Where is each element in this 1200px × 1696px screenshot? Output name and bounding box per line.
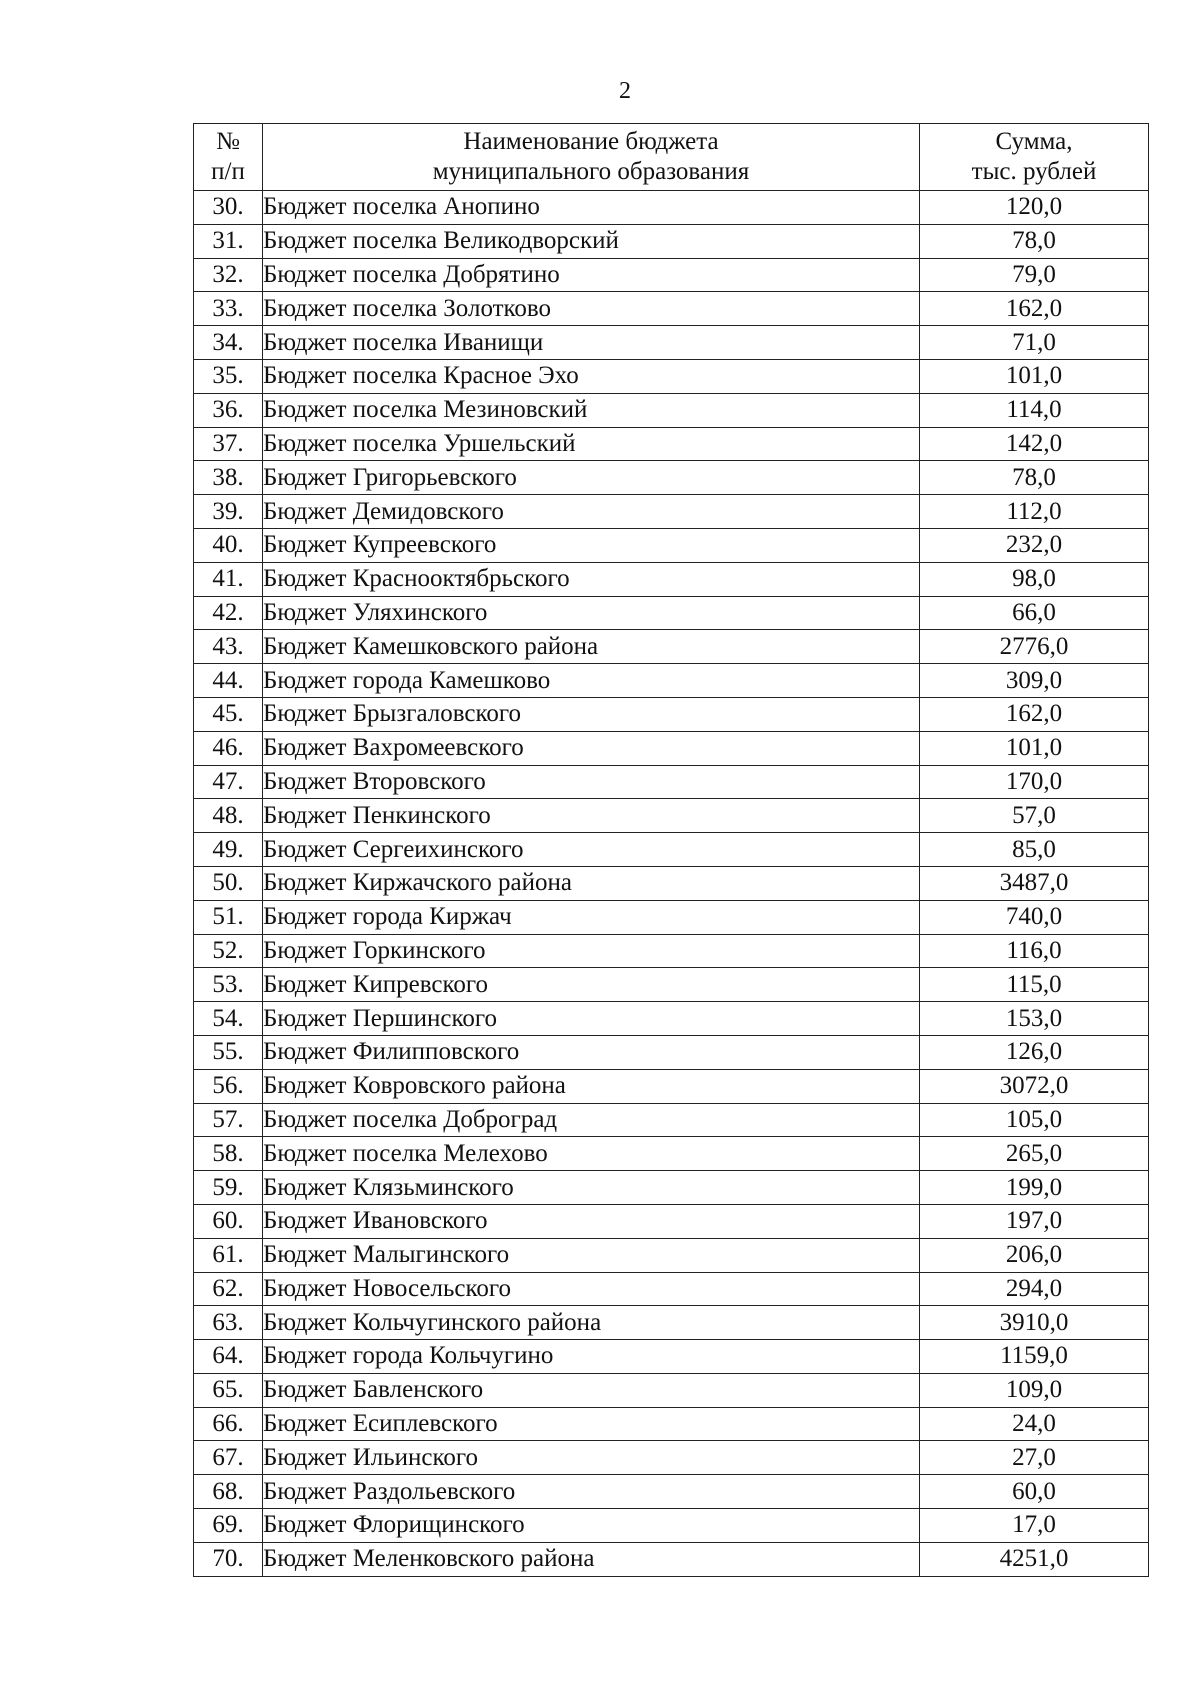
row-sum: 17,0 [920,1509,1149,1543]
row-budget-name: Бюджет Клязьминского [263,1171,920,1205]
row-sum: 162,0 [920,697,1149,731]
row-sum: 2776,0 [920,630,1149,664]
table-row [194,934,1149,968]
row-sum: 120,0 [920,191,1149,225]
row-number: 70. [194,1542,263,1576]
row-budget-name: Бюджет Второвского [263,765,920,799]
table-row [194,765,1149,799]
row-sum: 112,0 [920,495,1149,529]
row-number: 60. [194,1204,263,1238]
page-number: 2 [619,78,631,104]
row-number: 54. [194,1002,263,1036]
table-row [194,968,1149,1002]
row-number: 39. [194,495,263,529]
row-sum: 3487,0 [920,866,1149,900]
row-sum: 66,0 [920,596,1149,630]
row-number: 69. [194,1509,263,1543]
row-sum: 3910,0 [920,1306,1149,1340]
row-sum: 105,0 [920,1103,1149,1137]
table-header [194,124,1149,191]
row-number: 62. [194,1272,263,1306]
row-number: 66. [194,1407,263,1441]
row-number: 64. [194,1340,263,1374]
row-budget-name: Бюджет Киржачского района [263,866,920,900]
row-number: 47. [194,765,263,799]
row-budget-name: Бюджет поселка Великодворский [263,224,920,258]
row-sum: 116,0 [920,934,1149,968]
table-row [194,1475,1149,1509]
table-row [194,292,1149,326]
row-number: 56. [194,1069,263,1103]
row-number: 52. [194,934,263,968]
row-budget-name: Бюджет Уляхинского [263,596,920,630]
row-sum: 57,0 [920,799,1149,833]
header-sum [920,124,1149,191]
row-number: 30. [194,191,263,225]
row-number: 44. [194,664,263,698]
header-budget-name [263,124,920,191]
table-row [194,731,1149,765]
table-row [194,258,1149,292]
table-row [194,1035,1149,1069]
row-number: 45. [194,697,263,731]
row-budget-name: Бюджет Григорьевского [263,461,920,495]
row-number: 41. [194,562,263,596]
row-budget-name: Бюджет поселка Иванищи [263,326,920,360]
row-budget-name: Бюджет Першинского [263,1002,920,1036]
row-budget-name: Бюджет поселка Мезиновский [263,393,920,427]
table-row [194,1509,1149,1543]
row-budget-name: Бюджет Кольчугинского района [263,1306,920,1340]
row-number: 61. [194,1238,263,1272]
header-sum-line2: тыс. рублей [971,158,1097,185]
table-row [194,1272,1149,1306]
header-number [194,124,263,191]
table-row [194,326,1149,360]
row-budget-name: Бюджет Малыгинского [263,1238,920,1272]
row-number: 53. [194,968,263,1002]
row-number: 46. [194,731,263,765]
row-sum: 197,0 [920,1204,1149,1238]
header-row [194,124,1149,191]
table-row [194,191,1149,225]
row-budget-name: Бюджет Вахромеевского [263,731,920,765]
table-row [194,1069,1149,1103]
table-row [194,1542,1149,1576]
row-sum: 309,0 [920,664,1149,698]
row-number: 67. [194,1441,263,1475]
row-number: 33. [194,292,263,326]
table-row [194,528,1149,562]
row-sum: 98,0 [920,562,1149,596]
header-sum-line1: Сумма, [995,128,1073,155]
table-row [194,1002,1149,1036]
row-sum: 199,0 [920,1171,1149,1205]
table-row [194,1340,1149,1374]
row-sum: 206,0 [920,1238,1149,1272]
row-sum: 101,0 [920,359,1149,393]
table-row [194,1103,1149,1137]
row-budget-name: Бюджет Сергеихинского [263,833,920,867]
row-budget-name: Бюджет Ивановского [263,1204,920,1238]
row-sum: 101,0 [920,731,1149,765]
row-budget-name: Бюджет Демидовского [263,495,920,529]
row-number: 42. [194,596,263,630]
row-budget-name: Бюджет Флорищинского [263,1509,920,1543]
table-row [194,1373,1149,1407]
row-number: 55. [194,1035,263,1069]
row-number: 57. [194,1103,263,1137]
row-sum: 232,0 [920,528,1149,562]
table-row [194,495,1149,529]
row-number: 37. [194,427,263,461]
row-sum: 265,0 [920,1137,1149,1171]
row-number: 32. [194,258,263,292]
table-row [194,596,1149,630]
row-sum: 27,0 [920,1441,1149,1475]
table-row [194,1407,1149,1441]
row-number: 58. [194,1137,263,1171]
row-number: 31. [194,224,263,258]
row-sum: 109,0 [920,1373,1149,1407]
row-budget-name: Бюджет Ильинского [263,1441,920,1475]
row-budget-name: Бюджет поселка Красное Эхо [263,359,920,393]
row-budget-name: Бюджет Есиплевского [263,1407,920,1441]
row-budget-name: Бюджет Брызгаловского [263,697,920,731]
row-sum: 153,0 [920,1002,1149,1036]
row-sum: 4251,0 [920,1542,1149,1576]
row-budget-name: Бюджет Раздольевского [263,1475,920,1509]
row-number: 36. [194,393,263,427]
row-budget-name: Бюджет Камешковского района [263,630,920,664]
row-sum: 78,0 [920,461,1149,495]
row-budget-name: Бюджет поселка Добрятино [263,258,920,292]
table-row [194,1204,1149,1238]
row-sum: 85,0 [920,833,1149,867]
table-row [194,359,1149,393]
row-budget-name: Бюджет Пенкинского [263,799,920,833]
row-budget-name: Бюджет города Кольчугино [263,1340,920,1374]
row-sum: 294,0 [920,1272,1149,1306]
table-row [194,393,1149,427]
row-number: 34. [194,326,263,360]
row-budget-name: Бюджет поселка Анопино [263,191,920,225]
row-budget-name: Бюджет Ковровского района [263,1069,920,1103]
row-sum: 24,0 [920,1407,1149,1441]
table-row [194,1441,1149,1475]
table-row [194,833,1149,867]
row-sum: 1159,0 [920,1340,1149,1374]
table-row [194,224,1149,258]
row-number: 43. [194,630,263,664]
row-sum: 162,0 [920,292,1149,326]
header-name-line1: Наименование бюджета [463,128,719,155]
header-name-line2: муниципального образования [432,158,750,185]
row-number: 63. [194,1306,263,1340]
table-row [194,630,1149,664]
row-budget-name: Бюджет Горкинского [263,934,920,968]
row-budget-name: Бюджет поселка Мелехово [263,1137,920,1171]
row-sum: 740,0 [920,900,1149,934]
table-row [194,900,1149,934]
row-sum: 170,0 [920,765,1149,799]
table-row [194,427,1149,461]
row-budget-name: Бюджет Меленковского района [263,1542,920,1576]
row-number: 50. [194,866,263,900]
row-sum: 79,0 [920,258,1149,292]
table-row [194,1238,1149,1272]
row-sum: 78,0 [920,224,1149,258]
row-number: 68. [194,1475,263,1509]
table-row [194,664,1149,698]
table-row [194,697,1149,731]
row-budget-name: Бюджет Филипповского [263,1035,920,1069]
row-sum: 60,0 [920,1475,1149,1509]
row-number: 48. [194,799,263,833]
budget-allocation-table [193,123,1149,1577]
row-number: 38. [194,461,263,495]
table-row [194,1306,1149,1340]
row-budget-name: Бюджет Купреевского [263,528,920,562]
row-number: 65. [194,1373,263,1407]
table-row [194,1137,1149,1171]
row-number: 40. [194,528,263,562]
table-row [194,799,1149,833]
table-row [194,562,1149,596]
row-number: 59. [194,1171,263,1205]
row-number: 49. [194,833,263,867]
row-number: 51. [194,900,263,934]
header-number-line2: п/п [211,158,245,185]
table-body [194,191,1149,1577]
row-sum: 71,0 [920,326,1149,360]
table-row [194,1171,1149,1205]
row-budget-name: Бюджет города Камешково [263,664,920,698]
row-sum: 142,0 [920,427,1149,461]
row-budget-name: Бюджет города Киржач [263,900,920,934]
row-budget-name: Бюджет поселка Уршельский [263,427,920,461]
row-budget-name: Бюджет Новосельского [263,1272,920,1306]
row-budget-name: Бюджет поселка Доброград [263,1103,920,1137]
row-sum: 114,0 [920,393,1149,427]
row-sum: 115,0 [920,968,1149,1002]
header-number-line1: № [216,128,240,155]
table-row [194,866,1149,900]
row-sum: 126,0 [920,1035,1149,1069]
table-row [194,461,1149,495]
row-number: 35. [194,359,263,393]
row-budget-name: Бюджет Краснооктябрьского [263,562,920,596]
row-budget-name: Бюджет поселка Золотково [263,292,920,326]
row-budget-name: Бюджет Кипревского [263,968,920,1002]
row-sum: 3072,0 [920,1069,1149,1103]
row-budget-name: Бюджет Бавленского [263,1373,920,1407]
